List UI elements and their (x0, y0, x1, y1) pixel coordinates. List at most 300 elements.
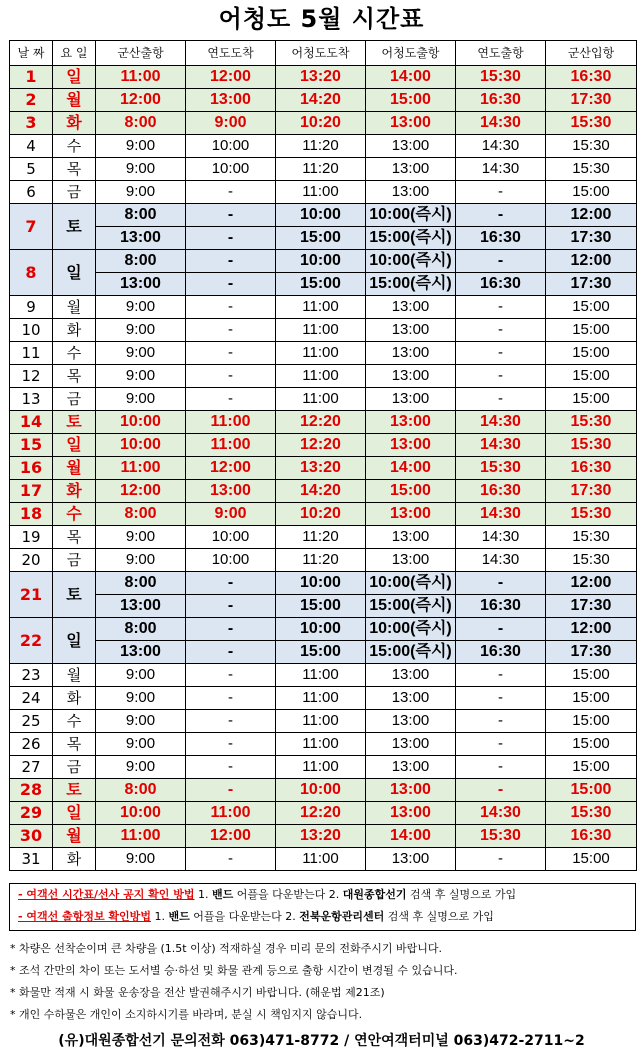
date-cell: 5 (10, 158, 53, 181)
header-gunsan-depart: 군산출항 (96, 41, 186, 66)
time-cell: 11:00 (276, 181, 366, 204)
time-cell: 12:00 (186, 457, 276, 480)
date-cell: 15 (10, 434, 53, 457)
date-cell: 2 (10, 89, 53, 112)
time-cell: 13:00 (366, 848, 456, 871)
time-cell: 10:00 (186, 158, 276, 181)
weekday-cell: 월 (53, 89, 96, 112)
time-cell: - (186, 319, 276, 342)
weekday-cell: 화 (53, 319, 96, 342)
date-cell: 1 (10, 66, 53, 89)
date-cell: 11 (10, 342, 53, 365)
time-cell: 13:00 (366, 779, 456, 802)
table-row (10, 848, 637, 871)
time-cell: 15:30 (546, 526, 637, 549)
time-cell: 14:30 (456, 411, 546, 434)
time-cell: 16:30 (456, 89, 546, 112)
date-cell: 31 (10, 848, 53, 871)
time-cell: 9:00 (186, 503, 276, 526)
time-cell: 15:00(즉시) (366, 595, 456, 618)
time-cell: 9:00 (96, 664, 186, 687)
time-cell: 11:00 (276, 664, 366, 687)
time-cell: 16:30 (456, 641, 546, 664)
footnotes (10, 938, 635, 1026)
time-cell: 13:00 (366, 434, 456, 457)
time-cell: - (186, 572, 276, 595)
table-row (10, 319, 637, 342)
time-cell: 15:00 (546, 388, 637, 411)
time-cell: 15:30 (546, 112, 637, 135)
date-cell: 30 (10, 825, 53, 848)
table-row (10, 273, 637, 296)
time-cell: 16:30 (546, 66, 637, 89)
table-row (10, 411, 637, 434)
weekday-cell: 화 (53, 848, 96, 871)
time-cell: - (456, 779, 546, 802)
weekday-cell: 수 (53, 135, 96, 158)
time-cell: 10:20 (276, 112, 366, 135)
date-cell: 23 (10, 664, 53, 687)
time-cell: 16:30 (456, 227, 546, 250)
time-cell: 11:00 (276, 319, 366, 342)
weekday-cell: 일 (53, 434, 96, 457)
time-cell: 8:00 (96, 779, 186, 802)
time-cell: 9:00 (96, 710, 186, 733)
time-cell: 11:00 (276, 687, 366, 710)
table-row (10, 365, 637, 388)
date-cell: 18 (10, 503, 53, 526)
footnote: * 화물만 적재 시 화물 운송장을 전산 발권해주시기 바랍니다. (해운법 제21조) (10, 986, 385, 999)
time-cell: 15:30 (456, 66, 546, 89)
weekday-cell: 토 (53, 572, 96, 618)
schedule-body (10, 66, 637, 871)
time-cell: - (186, 779, 276, 802)
weekday-cell: 금 (53, 388, 96, 411)
time-cell: 15:00 (546, 848, 637, 871)
time-cell: 9:00 (96, 526, 186, 549)
time-cell: 9:00 (96, 365, 186, 388)
time-cell: 10:00 (186, 526, 276, 549)
table-row (10, 687, 637, 710)
weekday-cell: 화 (53, 112, 96, 135)
time-cell: 11:00 (276, 710, 366, 733)
time-cell: 9:00 (96, 687, 186, 710)
time-cell: - (186, 365, 276, 388)
time-cell: 13:00 (366, 549, 456, 572)
weekday-cell: 월 (53, 296, 96, 319)
time-cell: - (186, 687, 276, 710)
weekday-cell: 화 (53, 687, 96, 710)
weekday-cell: 월 (53, 664, 96, 687)
time-cell: 15:00(즉시) (366, 641, 456, 664)
time-cell: - (456, 181, 546, 204)
table-row (10, 802, 637, 825)
weekday-cell: 일 (53, 802, 96, 825)
time-cell: 14:30 (456, 503, 546, 526)
time-cell: 15:30 (546, 411, 637, 434)
time-cell: 16:30 (456, 273, 546, 296)
time-cell: 10:00 (276, 204, 366, 227)
header-eocheongdo-arrive: 어청도도착 (276, 41, 366, 66)
time-cell: 17:30 (546, 89, 637, 112)
time-cell: 14:30 (456, 802, 546, 825)
time-cell: 13:00 (366, 135, 456, 158)
time-cell: 13:00 (366, 756, 456, 779)
time-cell: 14:30 (456, 526, 546, 549)
time-cell: 15:00 (276, 595, 366, 618)
time-cell: 9:00 (186, 112, 276, 135)
time-cell: 12:00 (546, 618, 637, 641)
time-cell: 15:00 (366, 89, 456, 112)
time-cell: - (186, 595, 276, 618)
weekday-cell: 금 (53, 549, 96, 572)
weekday-cell: 일 (53, 250, 96, 296)
time-cell: 13:00 (186, 89, 276, 112)
weekday-cell: 일 (53, 618, 96, 664)
time-cell: 15:00 (546, 710, 637, 733)
time-cell: 9:00 (96, 342, 186, 365)
time-cell: 13:20 (276, 825, 366, 848)
time-cell: 15:30 (546, 503, 637, 526)
date-cell: 17 (10, 480, 53, 503)
time-cell: 8:00 (96, 618, 186, 641)
time-cell: 15:30 (546, 802, 637, 825)
header-gunsan-arrive: 군산입항 (546, 41, 637, 66)
time-cell: - (456, 365, 546, 388)
time-cell: 17:30 (546, 641, 637, 664)
table-row (10, 66, 637, 89)
time-cell: 15:00 (546, 365, 637, 388)
time-cell: 14:00 (366, 825, 456, 848)
time-cell: 13:00 (96, 273, 186, 296)
time-cell: 15:00(즉시) (366, 227, 456, 250)
time-cell: - (456, 319, 546, 342)
time-cell: - (186, 848, 276, 871)
time-cell: 13:00 (366, 733, 456, 756)
time-cell: 17:30 (546, 595, 637, 618)
time-cell: - (456, 342, 546, 365)
time-cell: 11:20 (276, 135, 366, 158)
time-cell: 15:30 (456, 457, 546, 480)
time-cell: 15:30 (546, 158, 637, 181)
date-cell: 7 (10, 204, 53, 250)
weekday-cell: 목 (53, 733, 96, 756)
time-cell: 12:20 (276, 411, 366, 434)
table-row (10, 710, 637, 733)
notice-line: - 여객선 시간표/선사 공지 확인 방법 1. 밴드 어플을 다운받는다 2. 대원종합선기 검색 후 실명으로 가입 (18, 888, 517, 901)
table-row (10, 779, 637, 802)
time-cell: 13:00 (366, 181, 456, 204)
time-cell: - (186, 181, 276, 204)
date-cell: 28 (10, 779, 53, 802)
time-cell: 12:00 (96, 89, 186, 112)
weekday-cell: 목 (53, 526, 96, 549)
time-cell: 16:30 (546, 457, 637, 480)
time-cell: 15:00 (546, 779, 637, 802)
time-cell: 9:00 (96, 733, 186, 756)
time-cell: 10:00(즉시) (366, 250, 456, 273)
time-cell: 10:00 (186, 549, 276, 572)
time-cell: 8:00 (96, 572, 186, 595)
time-cell: 14:20 (276, 89, 366, 112)
time-cell: 13:00 (366, 388, 456, 411)
time-cell: 9:00 (96, 181, 186, 204)
time-cell: - (186, 756, 276, 779)
table-row (10, 227, 637, 250)
time-cell: 14:20 (276, 480, 366, 503)
table-row (10, 89, 637, 112)
time-cell: 9:00 (96, 549, 186, 572)
time-cell: 8:00 (96, 204, 186, 227)
time-cell: 15:30 (456, 825, 546, 848)
table-row (10, 733, 637, 756)
table-row (10, 158, 637, 181)
time-cell: 12:00 (546, 572, 637, 595)
time-cell: 12:00 (546, 204, 637, 227)
time-cell: 14:00 (366, 66, 456, 89)
notice-label: - 여객선 시간표/선사 공지 확인 방법 (18, 888, 195, 901)
time-cell: 11:00 (276, 388, 366, 411)
time-cell: 9:00 (96, 388, 186, 411)
time-cell: 13:00 (366, 411, 456, 434)
time-cell: - (186, 204, 276, 227)
date-cell: 16 (10, 457, 53, 480)
time-cell: 14:30 (456, 112, 546, 135)
time-cell: 10:00 (96, 434, 186, 457)
time-cell: - (186, 250, 276, 273)
date-cell: 27 (10, 756, 53, 779)
table-row (10, 457, 637, 480)
time-cell: 16:30 (456, 595, 546, 618)
date-cell: 4 (10, 135, 53, 158)
time-cell: 11:00 (96, 457, 186, 480)
time-cell: - (456, 733, 546, 756)
time-cell: - (456, 687, 546, 710)
date-cell: 9 (10, 296, 53, 319)
time-cell: - (456, 848, 546, 871)
time-cell: 11:20 (276, 158, 366, 181)
time-cell: 15:00 (546, 664, 637, 687)
time-cell: - (456, 756, 546, 779)
time-cell: - (456, 296, 546, 319)
weekday-cell: 토 (53, 411, 96, 434)
header-date: 날 짜 (10, 41, 53, 66)
time-cell: 13:00 (96, 595, 186, 618)
time-cell: 13:00 (366, 802, 456, 825)
time-cell: - (186, 296, 276, 319)
time-cell: 11:20 (276, 549, 366, 572)
time-cell: 10:00 (186, 135, 276, 158)
weekday-cell: 수 (53, 503, 96, 526)
table-row (10, 595, 637, 618)
time-cell: - (456, 618, 546, 641)
footnote: * 조석 간만의 차이 또는 도서별 승·하선 및 화물 관계 등으로 출항 시간이 변경될 수 있습니다. (10, 964, 458, 977)
time-cell: 8:00 (96, 503, 186, 526)
header-yeondo-arrive: 연도도착 (186, 41, 276, 66)
weekday-cell: 수 (53, 342, 96, 365)
weekday-cell: 화 (53, 480, 96, 503)
date-cell: 6 (10, 181, 53, 204)
time-cell: 9:00 (96, 135, 186, 158)
time-cell: - (186, 618, 276, 641)
time-cell: 10:00 (276, 250, 366, 273)
weekday-cell: 월 (53, 457, 96, 480)
time-cell: 15:00 (546, 687, 637, 710)
time-cell: - (186, 664, 276, 687)
time-cell: 17:30 (546, 227, 637, 250)
time-cell: 13:00 (186, 480, 276, 503)
time-cell: 14:30 (456, 135, 546, 158)
time-cell: 12:00 (186, 825, 276, 848)
time-cell: 17:30 (546, 273, 637, 296)
time-cell: 15:30 (546, 434, 637, 457)
time-cell: 15:00 (546, 733, 637, 756)
time-cell: 15:00 (276, 273, 366, 296)
table-row (10, 526, 637, 549)
table-row (10, 434, 637, 457)
date-cell: 14 (10, 411, 53, 434)
time-cell: 11:20 (276, 526, 366, 549)
header-row (10, 41, 637, 66)
time-cell: 13:00 (366, 342, 456, 365)
time-cell: 10:20 (276, 503, 366, 526)
time-cell: - (186, 733, 276, 756)
date-cell: 22 (10, 618, 53, 664)
date-cell: 21 (10, 572, 53, 618)
time-cell: 9:00 (96, 158, 186, 181)
time-cell: 10:00(즉시) (366, 572, 456, 595)
time-cell: 13:20 (276, 66, 366, 89)
time-cell: 11:00 (276, 756, 366, 779)
time-cell: 11:00 (186, 802, 276, 825)
weekday-cell: 목 (53, 365, 96, 388)
time-cell: 15:00 (546, 319, 637, 342)
date-cell: 13 (10, 388, 53, 411)
weekday-cell: 일 (53, 66, 96, 89)
time-cell: 10:00 (276, 572, 366, 595)
table-row (10, 756, 637, 779)
page-title: 어청도 5월 시간표 (218, 5, 425, 33)
time-cell: 10:00 (96, 802, 186, 825)
table-row (10, 572, 637, 595)
time-cell: 15:00 (546, 342, 637, 365)
time-cell: 15:00 (546, 181, 637, 204)
time-cell: 13:00 (366, 365, 456, 388)
time-cell: 11:00 (186, 434, 276, 457)
time-cell: 15:30 (546, 549, 637, 572)
date-cell: 20 (10, 549, 53, 572)
time-cell: 13:00 (366, 687, 456, 710)
time-cell: 13:00 (366, 296, 456, 319)
table-row (10, 664, 637, 687)
time-cell: 13:00 (366, 664, 456, 687)
header-eocheongdo-depart: 어청도출항 (366, 41, 456, 66)
time-cell: 13:00 (96, 227, 186, 250)
time-cell: 8:00 (96, 112, 186, 135)
time-cell: 8:00 (96, 250, 186, 273)
time-cell: 9:00 (96, 848, 186, 871)
table-row (10, 296, 637, 319)
time-cell: 11:00 (186, 411, 276, 434)
time-cell: 13:00 (96, 641, 186, 664)
time-cell: 11:00 (96, 825, 186, 848)
time-cell: 14:30 (456, 434, 546, 457)
table-row (10, 388, 637, 411)
time-cell: 11:00 (276, 365, 366, 388)
weekday-cell: 금 (53, 181, 96, 204)
time-cell: 15:00 (276, 641, 366, 664)
time-cell: 13:00 (366, 503, 456, 526)
time-cell: 9:00 (96, 319, 186, 342)
time-cell: 10:00(즉시) (366, 204, 456, 227)
date-cell: 29 (10, 802, 53, 825)
footnote: * 차량은 선착순이며 큰 차량을 (1.5t 이상) 적재하실 경우 미리 문의 전화주시기 바랍니다. (10, 942, 443, 955)
app-notice-box (9, 883, 636, 931)
date-cell: 19 (10, 526, 53, 549)
time-cell: 13:00 (366, 112, 456, 135)
time-cell: 12:20 (276, 434, 366, 457)
table-row (10, 480, 637, 503)
time-cell: - (186, 342, 276, 365)
header-day: 요 일 (53, 41, 96, 66)
time-cell: 16:30 (456, 480, 546, 503)
time-cell: - (456, 204, 546, 227)
time-cell: 13:00 (366, 710, 456, 733)
table-row (10, 204, 637, 227)
footnote: * 개인 수하물은 개인이 소지하시기를 바라며, 분실 시 책임지지 않습니다. (10, 1008, 363, 1021)
time-cell: 10:00 (276, 618, 366, 641)
time-cell: - (456, 710, 546, 733)
time-cell: 13:00 (366, 526, 456, 549)
time-cell: 14:00 (366, 457, 456, 480)
date-cell: 10 (10, 319, 53, 342)
time-cell: 13:00 (366, 319, 456, 342)
table-row (10, 503, 637, 526)
notice-line: - 여객선 출항정보 확인방법 1. 밴드 어플을 다운받는다 2. 전북운항관리센터 검색 후 실명으로 가입 (18, 910, 494, 923)
time-cell: 11:00 (276, 733, 366, 756)
time-cell: 15:00 (546, 756, 637, 779)
schedule-table (9, 40, 637, 871)
time-cell: 11:00 (276, 848, 366, 871)
table-row (10, 342, 637, 365)
header-yeondo-depart: 연도출항 (456, 41, 546, 66)
time-cell: 14:30 (456, 158, 546, 181)
time-cell: 12:00 (546, 250, 637, 273)
table-row (10, 825, 637, 848)
weekday-cell: 토 (53, 204, 96, 250)
weekday-cell: 수 (53, 710, 96, 733)
contact-line: (유)대원종합선기 문의전화 063)471-8772 / 연안여객터미널 063)472-2711~2 (58, 1033, 585, 1049)
table-row (10, 641, 637, 664)
time-cell: 13:20 (276, 457, 366, 480)
date-cell: 8 (10, 250, 53, 296)
time-cell: 11:00 (276, 342, 366, 365)
time-cell: 13:00 (366, 158, 456, 181)
time-cell: 12:20 (276, 802, 366, 825)
notice-label: - 여객선 출항정보 확인방법 (18, 910, 151, 923)
time-cell: - (186, 710, 276, 733)
date-cell: 12 (10, 365, 53, 388)
time-cell: 15:00 (546, 296, 637, 319)
time-cell: - (456, 388, 546, 411)
time-cell: 12:00 (96, 480, 186, 503)
time-cell: 10:00(즉시) (366, 618, 456, 641)
time-cell: 15:00 (366, 480, 456, 503)
table-row (10, 618, 637, 641)
time-cell: - (186, 273, 276, 296)
time-cell: 16:30 (546, 825, 637, 848)
time-cell: 11:00 (96, 66, 186, 89)
